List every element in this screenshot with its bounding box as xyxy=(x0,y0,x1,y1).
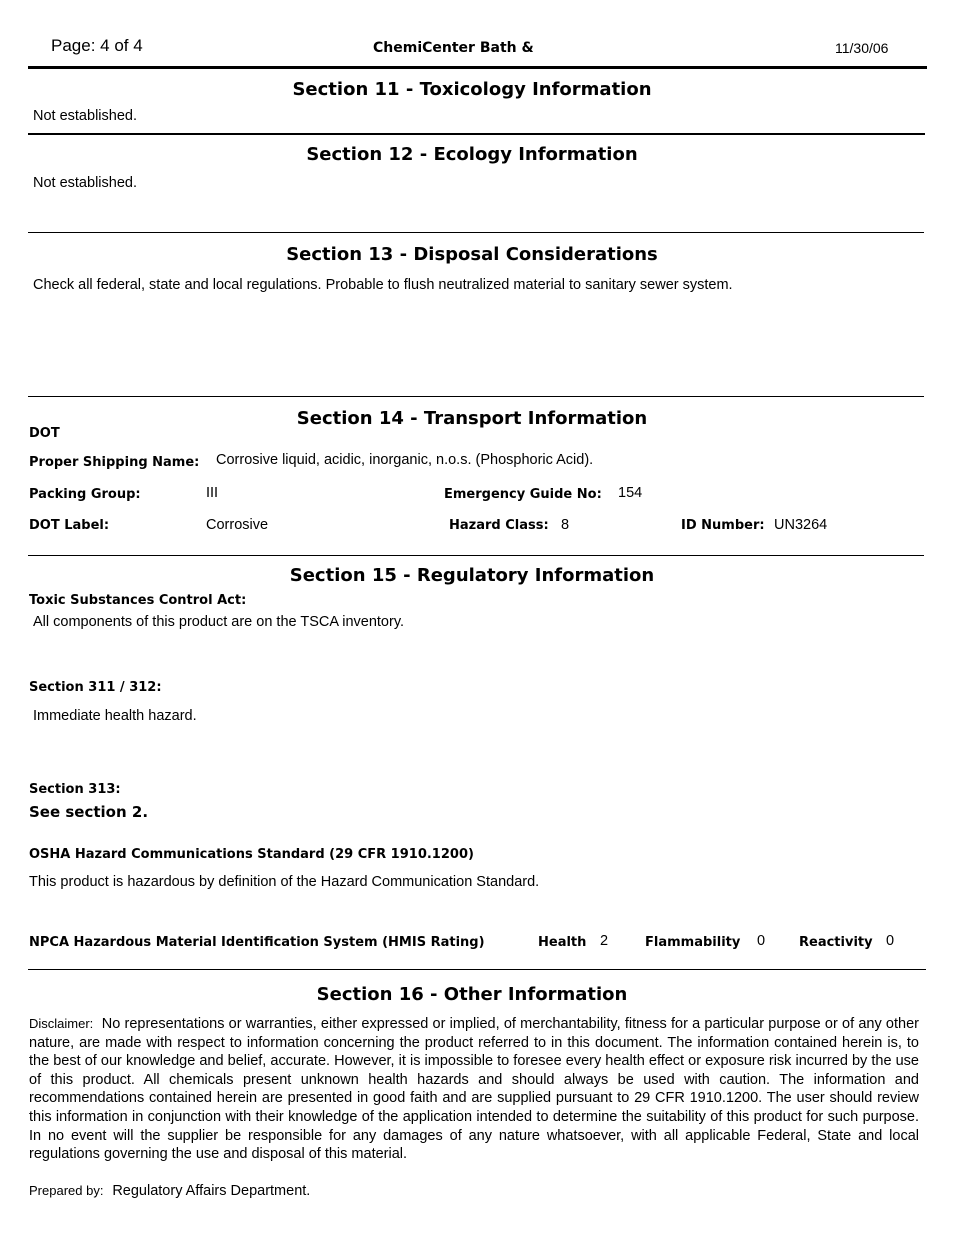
shipping-name-label: Proper Shipping Name: xyxy=(29,455,200,470)
hazard-class-value: 8 xyxy=(561,517,570,533)
section-12-title: Section 12 - Ecology Information xyxy=(306,144,638,165)
section-15-title: Section 15 - Regulatory Information xyxy=(289,565,655,586)
dot-heading: DOT xyxy=(29,426,60,441)
section-311-text: Immediate health hazard. xyxy=(33,708,197,724)
dot-label-label: DOT Label: xyxy=(29,518,110,533)
health-value: 2 xyxy=(600,933,609,949)
section-16-title: Section 16 - Other Information xyxy=(316,984,628,1005)
health-label: Health xyxy=(538,935,587,950)
section-14-title: Section 14 - Transport Information xyxy=(296,408,648,429)
id-number-value: UN3264 xyxy=(774,517,828,533)
section-11-text: Not established. xyxy=(33,108,137,124)
hazard-class-label: Hazard Class: xyxy=(449,518,549,533)
section-313-text: See section 2. xyxy=(29,803,149,821)
section-13-title: Section 13 - Disposal Considerations xyxy=(286,244,658,265)
section-divider xyxy=(28,555,924,556)
emergency-guide-value: 154 xyxy=(618,485,643,501)
section-13-text: Check all federal, state and local regulations. Probable to flush neutralized material to sanitary sewer system. xyxy=(33,277,733,293)
osha-label: OSHA Hazard Communications Standard (29 CFR 1910.1200) xyxy=(29,847,474,862)
header-divider xyxy=(28,66,927,69)
reactivity-value: 0 xyxy=(886,933,895,949)
section-divider xyxy=(28,396,924,397)
reactivity-label: Reactivity xyxy=(799,935,873,950)
disclaimer-label: Disclaimer: xyxy=(29,1016,94,1031)
id-number-label: ID Number: xyxy=(681,518,765,533)
dot-label-value: Corrosive xyxy=(206,517,269,533)
tsca-label: Toxic Substances Control Act: xyxy=(29,593,247,608)
document-date: 11/30/06 xyxy=(835,40,889,56)
section-11-title: Section 11 - Toxicology Information xyxy=(292,79,652,100)
section-311-label: Section 311 / 312: xyxy=(29,680,162,695)
prepared-value: Regulatory Affairs Department. xyxy=(112,1183,311,1199)
page-number: Page: 4 of 4 xyxy=(51,36,143,55)
flammability-value: 0 xyxy=(757,933,766,949)
section-12-text: Not established. xyxy=(33,175,137,191)
emergency-guide-label: Emergency Guide No: xyxy=(444,487,602,502)
section-divider xyxy=(28,969,926,970)
disclaimer-text: No representations or warranties, either expressed or implied, of merchantability, fitness for a particular purpose or of any other nature, are made with respect to information concerning the product referred to in this document. The information contained herein is, to the best of our knowledge and belief, accurate. However, it is impossible to foresee every health effect or exposure risk incurred by the use of this product. All chemicals present unknown health hazards and should always be used with caution. The information and recommendations contained herein are presented in good faith and are supplied pursuant to 29 CFR 1910.1200. The user should review this information in conjunction with their knowledge of the application intended to determine the suitability of this product for such purpose. In no event will the supplier be responsible for any damages of any nature whatsoever, with all applicable Federal, State and local regulations governing the use and disposal of this material. xyxy=(29,1016,919,1163)
prepared-by xyxy=(29,1182,310,1200)
flammability-label: Flammability xyxy=(645,935,741,950)
company-name: ChemiCenter Bath & xyxy=(373,40,534,56)
osha-text: This product is hazardous by definition of the Hazard Communication Standard. xyxy=(29,874,540,890)
section-divider xyxy=(28,133,925,135)
disclaimer-paragraph xyxy=(29,1015,919,1164)
packing-group-label: Packing Group: xyxy=(29,487,141,502)
hmis-label: NPCA Hazardous Material Identification System (HMIS Rating) xyxy=(29,935,485,950)
prepared-label: Prepared by: xyxy=(29,1183,104,1198)
packing-group-value: III xyxy=(206,485,219,501)
tsca-text: All components of this product are on the TSCA inventory. xyxy=(33,614,405,630)
section-313-label: Section 313: xyxy=(29,782,121,797)
shipping-name-value: Corrosive liquid, acidic, inorganic, n.o.s. (Phosphoric Acid). xyxy=(216,452,594,468)
section-divider xyxy=(28,232,924,233)
